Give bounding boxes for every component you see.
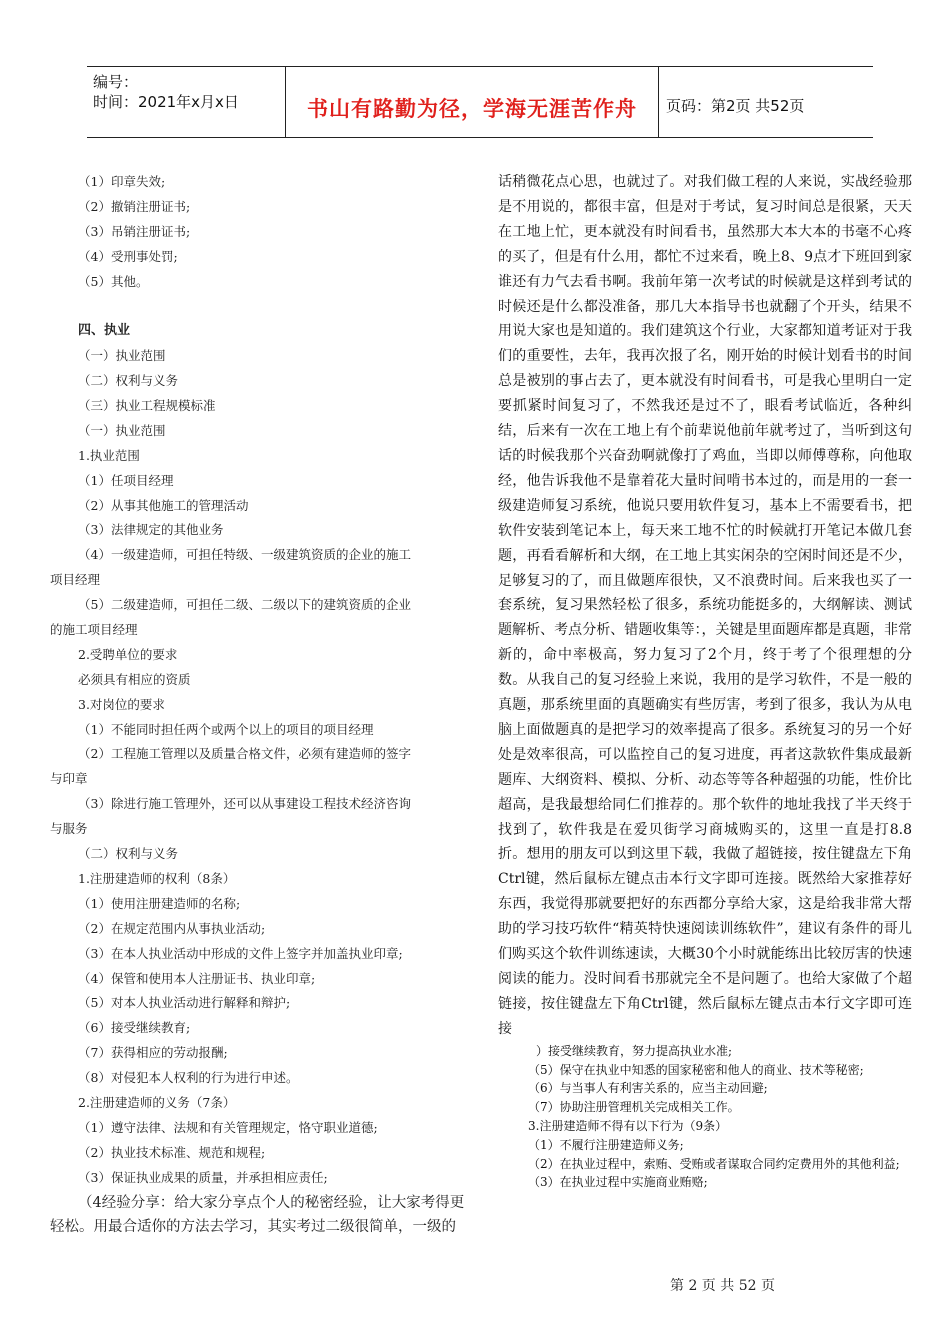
text-line: （5）二级建造师，可担任二级、二级以下的建筑资质的企业: [78, 597, 411, 613]
header-motto-cell: [285, 67, 659, 137]
text-line: 1.执业范围: [78, 447, 140, 463]
text-line: （1）任项目经理: [78, 472, 174, 488]
text-line: （5）对本人执业活动进行解释和辩护;: [78, 995, 291, 1011]
right-column: [498, 170, 912, 1192]
text-line: （2）在执业过程中，索贿、受贿或者谋取合同约定费用外的其他利益;: [528, 1156, 900, 1171]
blank-line: [50, 294, 470, 319]
text-line: 1.注册建造师的权利（8条）: [78, 870, 236, 886]
number-label: 编号：: [93, 73, 139, 91]
text-line: 与服务: [50, 821, 88, 837]
text-line: 与印章: [50, 771, 88, 787]
text-line: （二）权利与义务: [78, 846, 179, 862]
text-line: （1）不履行注册建造师义务;: [528, 1137, 684, 1152]
header-page-cell: [658, 67, 873, 137]
section-heading: 四、执业: [78, 323, 131, 339]
text-line: 项目经理: [50, 572, 101, 588]
text-line: （7）获得相应的劳动报酬;: [78, 1045, 228, 1061]
text-line: （6）接受继续教育;: [78, 1020, 191, 1036]
text-line: （2）工程施工管理以及质量合格文件，必须有建造师的签字: [78, 746, 411, 762]
text-line: （三）执业工程规模标准: [78, 398, 216, 414]
left-column: [50, 170, 470, 1240]
motto: 书山有路勤为径，学海无涯苦作舟: [307, 96, 637, 121]
text-line: （一）执业范围: [78, 422, 166, 438]
text-line: （4）受刑事处罚;: [78, 248, 178, 264]
text-line: （3）保证执业成果的质量，并承担相应责任;: [78, 1169, 328, 1185]
text-line: （1）遵守法律、法规和有关管理规定，恪守职业道德;: [78, 1119, 378, 1135]
text-line: （4经验分享：给大家分享点个人的秘密经验，让大家考得更: [78, 1194, 465, 1211]
text-line: （1）不能同时担任两个或两个以上的项目的项目经理: [78, 721, 374, 737]
text-line: 3.对岗位的要求: [78, 696, 165, 712]
text-line: （二）权利与义务: [78, 373, 179, 389]
text-line: （8）对侵犯本人权利的行为进行申述。: [78, 1070, 299, 1086]
text-line: （7）协助注册管理机关完成相关工作。: [528, 1100, 740, 1115]
page-footer: 第 2 页 共 52 页: [670, 1278, 775, 1294]
text-line: （3）法律规定的其他业务: [78, 522, 224, 538]
text-line: 2.注册建造师的义务（7条）: [78, 1094, 236, 1110]
text-line: （3）在本人执业活动中形成的文件上签字并加盖执业印章;: [78, 945, 403, 961]
text-line: （2）撤销注册证书;: [78, 198, 191, 214]
page-header: [87, 66, 873, 138]
text-line: （3）除进行施工管理外，还可以从事建设工程技术经济咨询: [78, 796, 411, 812]
text-line: 必须具有相应的资质: [78, 671, 191, 687]
text-line: （4）保管和使用本人注册证书、执业印章;: [78, 970, 316, 986]
text-line: （3）在执业过程中实施商业贿赂;: [528, 1175, 708, 1190]
text-line: （4）一级建造师，可担任特级、一级建筑资质的企业的施工: [78, 547, 411, 563]
text-line: （3）吊销注册证书;: [78, 223, 191, 239]
header-meta-cell: [87, 67, 285, 137]
text-line: （1）使用注册建造师的名称;: [78, 895, 241, 911]
text-line: （6）与当事人有利害关系的，应当主动回避;: [528, 1081, 768, 1096]
text-line: 轻松。用最合适你的方法去学习，其实考过二级很简单，一级的: [50, 1219, 456, 1236]
time-label: 时间：2021年x月x日: [93, 93, 239, 111]
experience-paragraph: 话稍微花点心思，也就过了。对我们做工程的人来说，实战经验那是不用说的，都很丰富，但是对于考试，复习时间总是很紧，天天在工地上忙，更本就没有时间看书，虽然那大本大本的书毫不心疼的买了，但是有什么用，都忙不过来看，晚上8、9点才下班回到家谁还有力气去看书啊。我前年第一次考试的时候就是这样到考试的时候还是什么都没准备，那几大本指导书也就翻了个开头，结果不用说大家也是知道的。我们建筑这个行业，大家都知道考证对于我们的重要性，去年，我再次报了名，刚开始的时候计划看书的时间总是被别的事占去了，更本就没有时间看书，可是我心里明白一定要抓紧时间复习了，不然我还是过不了，眼看考试临近，各种纠结，后来有一次在工地上有个前辈说他前年就考过了，当听到这句话的时候我那个兴奋劲啊就像打了鸡血，当即以师傅尊称，向他取经，他告诉我他不是靠着花大量时间啃书本过的，而是用的一套一级建造师复习系统，他说只要用软件复习，基本上不需要看书，把软件安装到笔记本上，每天来工地不忙的时候就打开笔记本做几套题，再看看解析和大纲，在工地上其实闲杂的空闲时间还是不少，足够复习的了，而且做题库很快，又不浪费时间。后来我也买了一套系统，复习果然轻松了很多，系统功能挺多的，大纲解读、测试题解析、考点分析、错题收集等：，关键是里面题库都是真题，非常新的，命中率极高，努力复习了2个月，终于考了个很理想的分数。从我自己的复习经验上来说，我用的是学习软件，不是一般的真题，那系统里面的真题确实有些厉害，考到了很多，我认为从电脑上面做题真的是把学习的效率提高了很多。系统复习的另一个好处是效率很高，可以监控自己的复习进度，再者这款软件集成最新题库、大纲资料、模拟、分析、动态等等各种超强的功能，性价比超高，是我最想给同仁们推荐的。那个软件的地址我找了半天终于找到了，软件我是在爱贝街学习商城购买的，这里一直是打8.8折。想用的朋友可以到这里下载，我做了超链接，按住键盘左下角Ctrl键，然后鼠标左键点击本行文字即可连接。既然给大家推荐好东西，我觉得那就要把好的东西都分享给大家，这是给我非常大帮助的学习技巧软件“精英特快速阅读训练软件”，建议有条件的哥儿们购买这个软件训练速读，大概30个小时就能练出比较厉害的快速阅读的能力。没时间看书那就完全不是问题了。也给大家做了个超链接，按住键盘左下角Ctrl键，然后鼠标左键点击本行文字即可连接: [498, 174, 912, 1037]
text-line: 的施工项目经理: [50, 622, 138, 638]
text-line: （2）从事其他施工的管理活动: [78, 497, 249, 513]
page-label: 页码：第2页 共52页: [666, 97, 805, 115]
text-line: 2.受聘单位的要求: [78, 646, 178, 662]
text-line: （1）印章失效;: [78, 174, 166, 189]
text-line: ）接受继续教育，努力提高执业水准;: [536, 1043, 733, 1058]
text-line: 3.注册建造师不得有以下行为（9条）: [528, 1118, 728, 1133]
text-line: （5）保守在执业中知悉的国家秘密和他人的商业、技术等秘密;: [528, 1062, 864, 1077]
text-line: （5）其他。: [78, 273, 149, 289]
text-line: （一）执业范围: [78, 348, 166, 364]
text-line: （2）在规定范围内从事执业活动;: [78, 920, 266, 936]
text-line: （2）执业技术标准、规范和规程;: [78, 1144, 266, 1160]
